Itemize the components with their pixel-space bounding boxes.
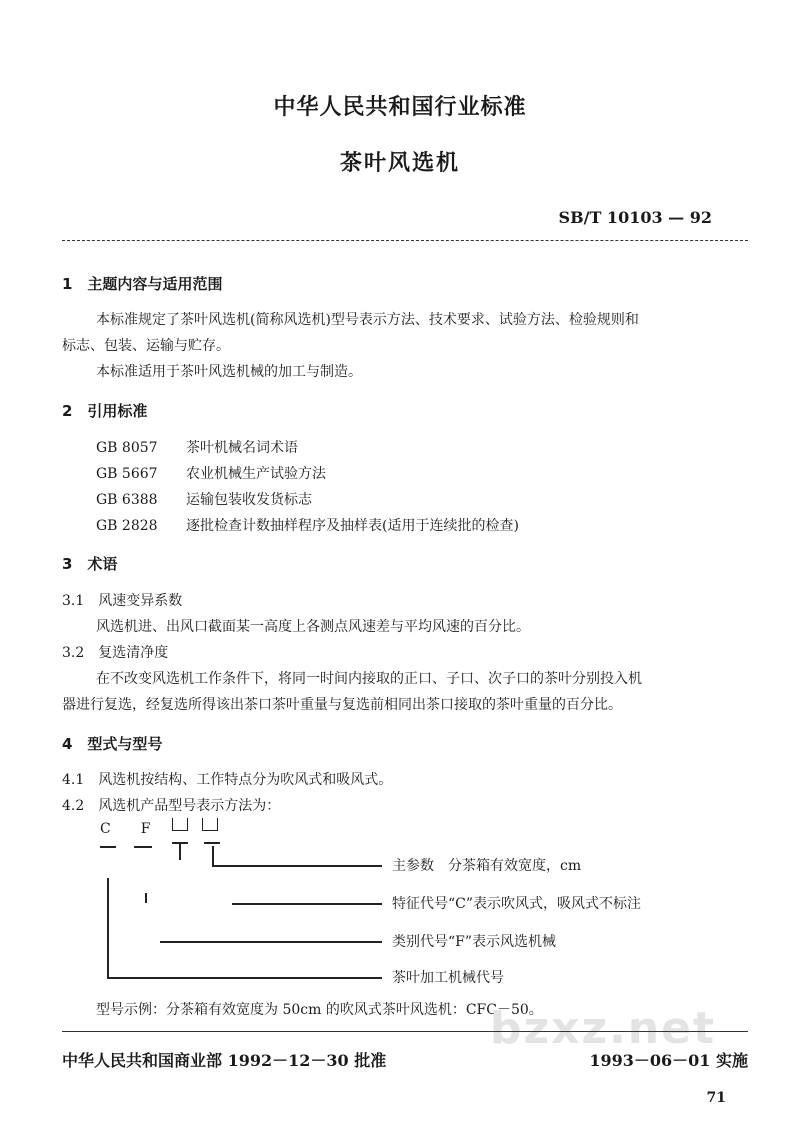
term-3-2-definition-a: 在不改变风选机工作条件下，将同一时间内接取的正口、子口、次子口的茶叶分别投入机 xyxy=(96,671,642,687)
diagram-leader-4 xyxy=(107,977,382,979)
diagram-tick xyxy=(204,842,220,844)
clause-4-1: 4.1 风选机按结构、工作特点分为吹风式和吸风式。 xyxy=(62,772,393,788)
document-title: 茶叶风选机 xyxy=(339,151,460,176)
param-box-2 xyxy=(202,818,218,831)
reference-title: 茶叶机械名词术语 xyxy=(186,440,298,456)
header-divider xyxy=(62,240,748,241)
diagram-stem xyxy=(179,842,181,860)
reference-code: GB 8057 xyxy=(96,440,158,456)
term-3-2-definition-b: 器进行复选，经复选所得该出茶口茶叶重量与复选前相同出茶口接取的茶叶重量的百分比。 xyxy=(62,697,622,713)
term-3-1-label: 3.1 风速变异系数 xyxy=(62,593,183,609)
standard-code: SB/T 10103 — 92 xyxy=(558,208,712,227)
diagram-leader-2 xyxy=(232,903,382,905)
term-3-1-definition: 风选机进、出风口截面某一高度上各测点风速差与平均风速的百分比。 xyxy=(96,619,530,635)
reference-item xyxy=(96,463,326,483)
diagram-stem xyxy=(212,846,214,866)
watermark-text: bzxz.net xyxy=(490,1003,717,1054)
approval-date: 中华人民共和国商业部 1992－12－30 批准 xyxy=(62,1051,387,1070)
section-4-heading: 4 型式与型号 xyxy=(62,735,163,753)
reference-title: 逐批检查计数抽样程序及抽样表(适用于连续批的检查) xyxy=(186,518,519,534)
diagram-main-stem xyxy=(107,878,109,978)
diagram-leader-3 xyxy=(160,941,382,943)
effective-date: 1993－06－01 实施 xyxy=(589,1051,748,1070)
reference-title: 农业机械生产试验方法 xyxy=(186,466,326,482)
clause-4-2: 4.2 风选机产品型号表示方法为： xyxy=(62,798,281,814)
standard-org-heading: 中华人民共和国行业标准 xyxy=(273,95,527,120)
reference-code: GB 6388 xyxy=(96,492,158,508)
model-letters: C F xyxy=(100,821,159,837)
diagram-label-category-code: 类别代号“F”表示风选机械 xyxy=(392,934,557,950)
section-1-para-1b: 标志、包装、运输与贮存。 xyxy=(62,338,230,354)
section-1-para-2: 本标准适用于茶叶风选机械的加工与制造。 xyxy=(96,364,362,380)
reference-title: 运输包装收发货标志 xyxy=(186,492,312,508)
diagram-tick xyxy=(100,846,116,848)
diagram-stem xyxy=(145,893,147,903)
param-box-1 xyxy=(172,818,188,831)
diagram-leader-1 xyxy=(212,865,382,867)
diagram-label-machine-code: 茶叶加工机械代号 xyxy=(392,970,504,986)
reference-code: GB 5667 xyxy=(96,466,158,482)
term-3-2-label: 3.2 复选清净度 xyxy=(62,645,169,661)
page-number: 71 xyxy=(706,1090,726,1106)
reference-item xyxy=(96,489,312,509)
section-2-heading: 2 引用标准 xyxy=(62,402,148,420)
section-3-heading: 3 术语 xyxy=(62,555,118,573)
diagram-label-feature-code: 特征代号“C”表示吹风式，吸风式不标注 xyxy=(392,896,642,912)
reference-code: GB 2828 xyxy=(96,518,158,534)
diagram-label-main-param: 主参数 分茶箱有效宽度，cm xyxy=(392,858,582,874)
reference-item xyxy=(96,515,519,535)
diagram-tick xyxy=(134,846,152,848)
reference-item xyxy=(96,437,298,457)
footer-divider xyxy=(62,1031,748,1032)
section-1-heading: 1 主题内容与适用范围 xyxy=(62,275,223,293)
section-1-para-1a: 本标准规定了茶叶风选机(简称风选机)型号表示方法、技术要求、试验方法、检验规则和 xyxy=(96,312,639,328)
model-example: 型号示例：分茶箱有效宽度为 50cm 的吹风式茶叶风选机：CFC－50。 xyxy=(96,1002,543,1018)
